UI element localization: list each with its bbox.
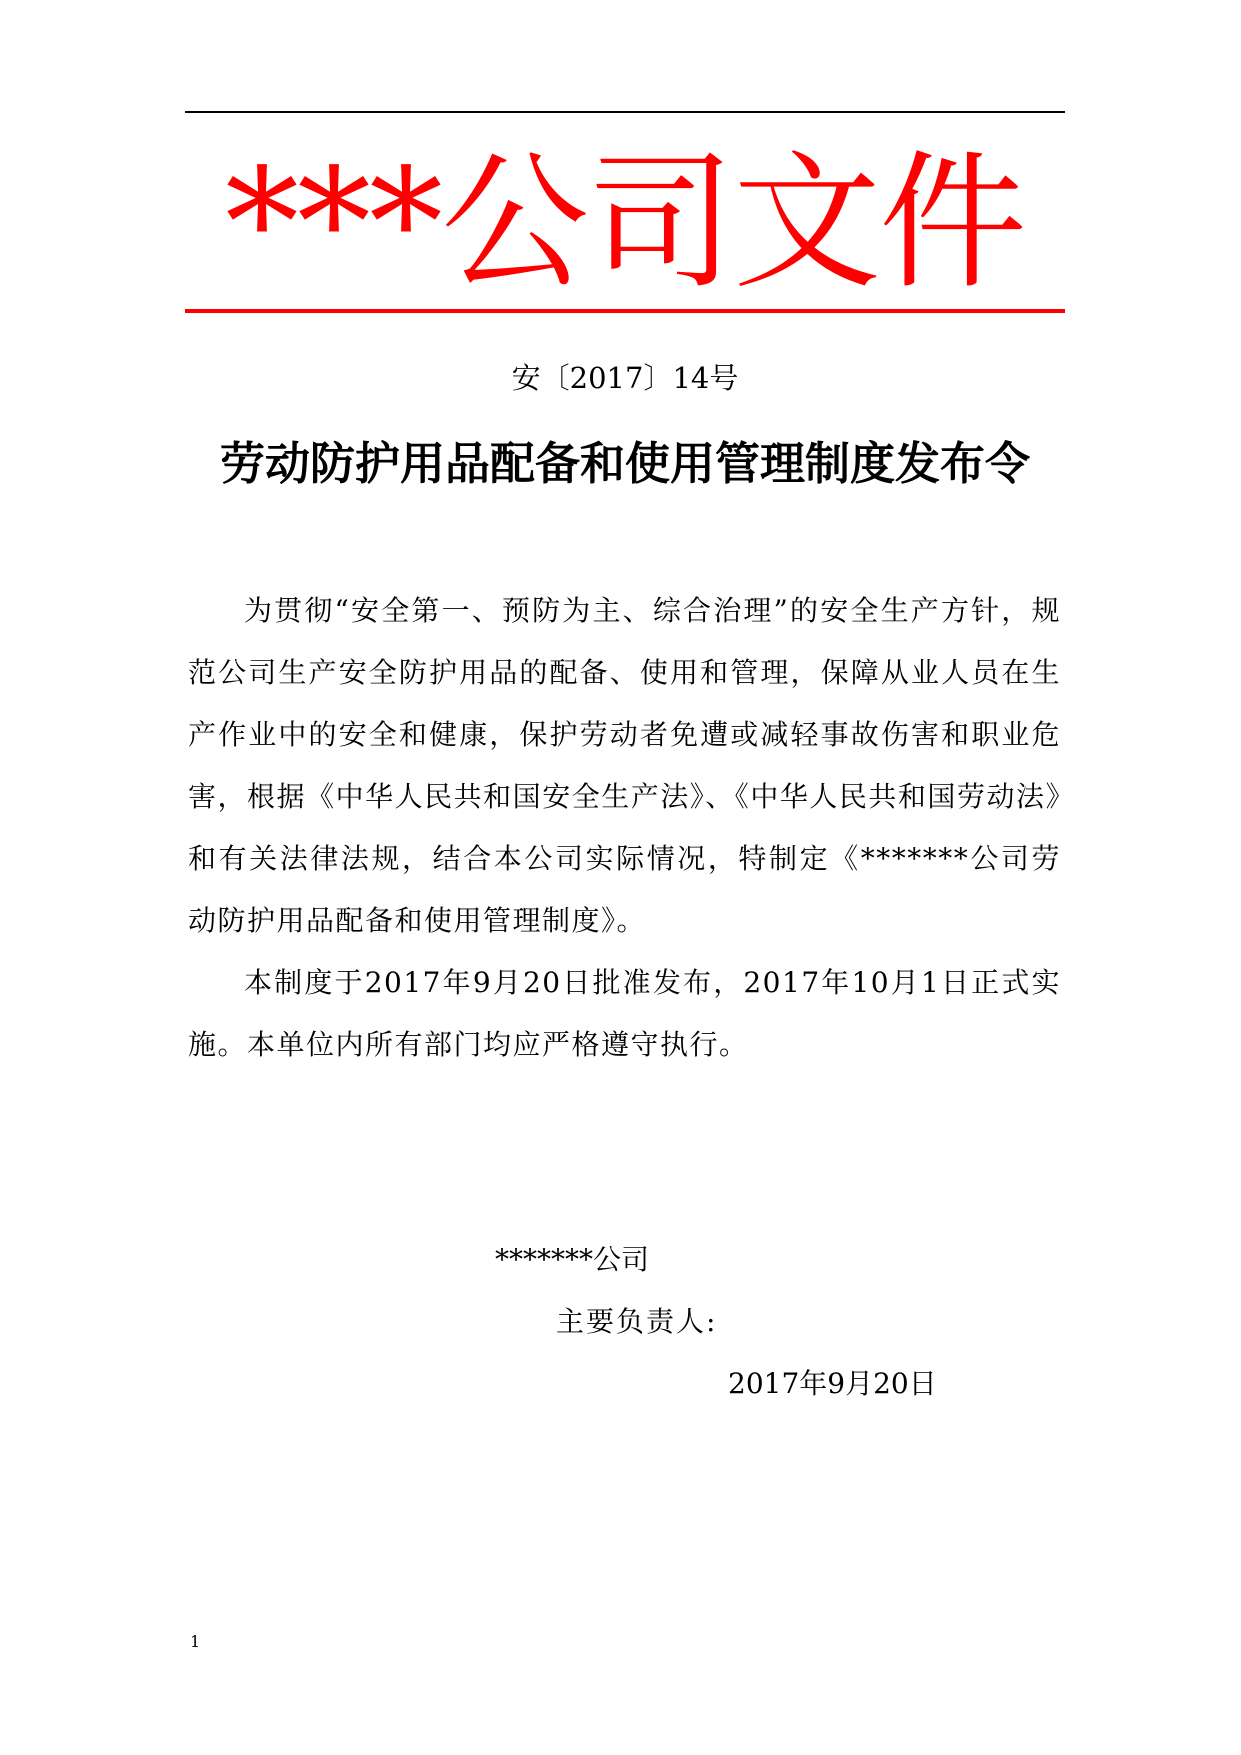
page-number: 1 [190,1632,201,1651]
signature-date: 2017年9月20日 [728,1367,937,1400]
document-number: 安〔2017〕14号 [511,361,739,395]
document-header-title: ***公司文件 [225,137,1025,309]
body-paragraph: 本制度于2017年9月20日批准发布，2017年10月1日正式实施。本单位内所有部门均应严格遵守执行。 [188,966,1061,1061]
header-red-rule [185,309,1065,313]
signature-organization: *******公司 [495,1243,650,1276]
document-body [188,580,1061,1076]
document-title: 劳动防护用品配备和使用管理制度发布令 [219,437,1030,490]
signature-responsible-person: 主要负责人: [556,1305,718,1338]
header-top-rule [185,111,1065,113]
body-paragraph: 为贯彻“安全第一、预防为主、综合治理”的安全生产方针，规范公司生产安全防护用品的配备、使用和管理，保障从业人员在生产作业中的安全和健康，保护劳动者免遭或减轻事故伤害和职业危害，根据《中华人民共和国安全生产法》、《中华人民共和国劳动法》和有关法律法规，结合本公司实际情况，特制定《*******公司劳动防护用品配备和使用管理制度》。 [188,594,1061,937]
